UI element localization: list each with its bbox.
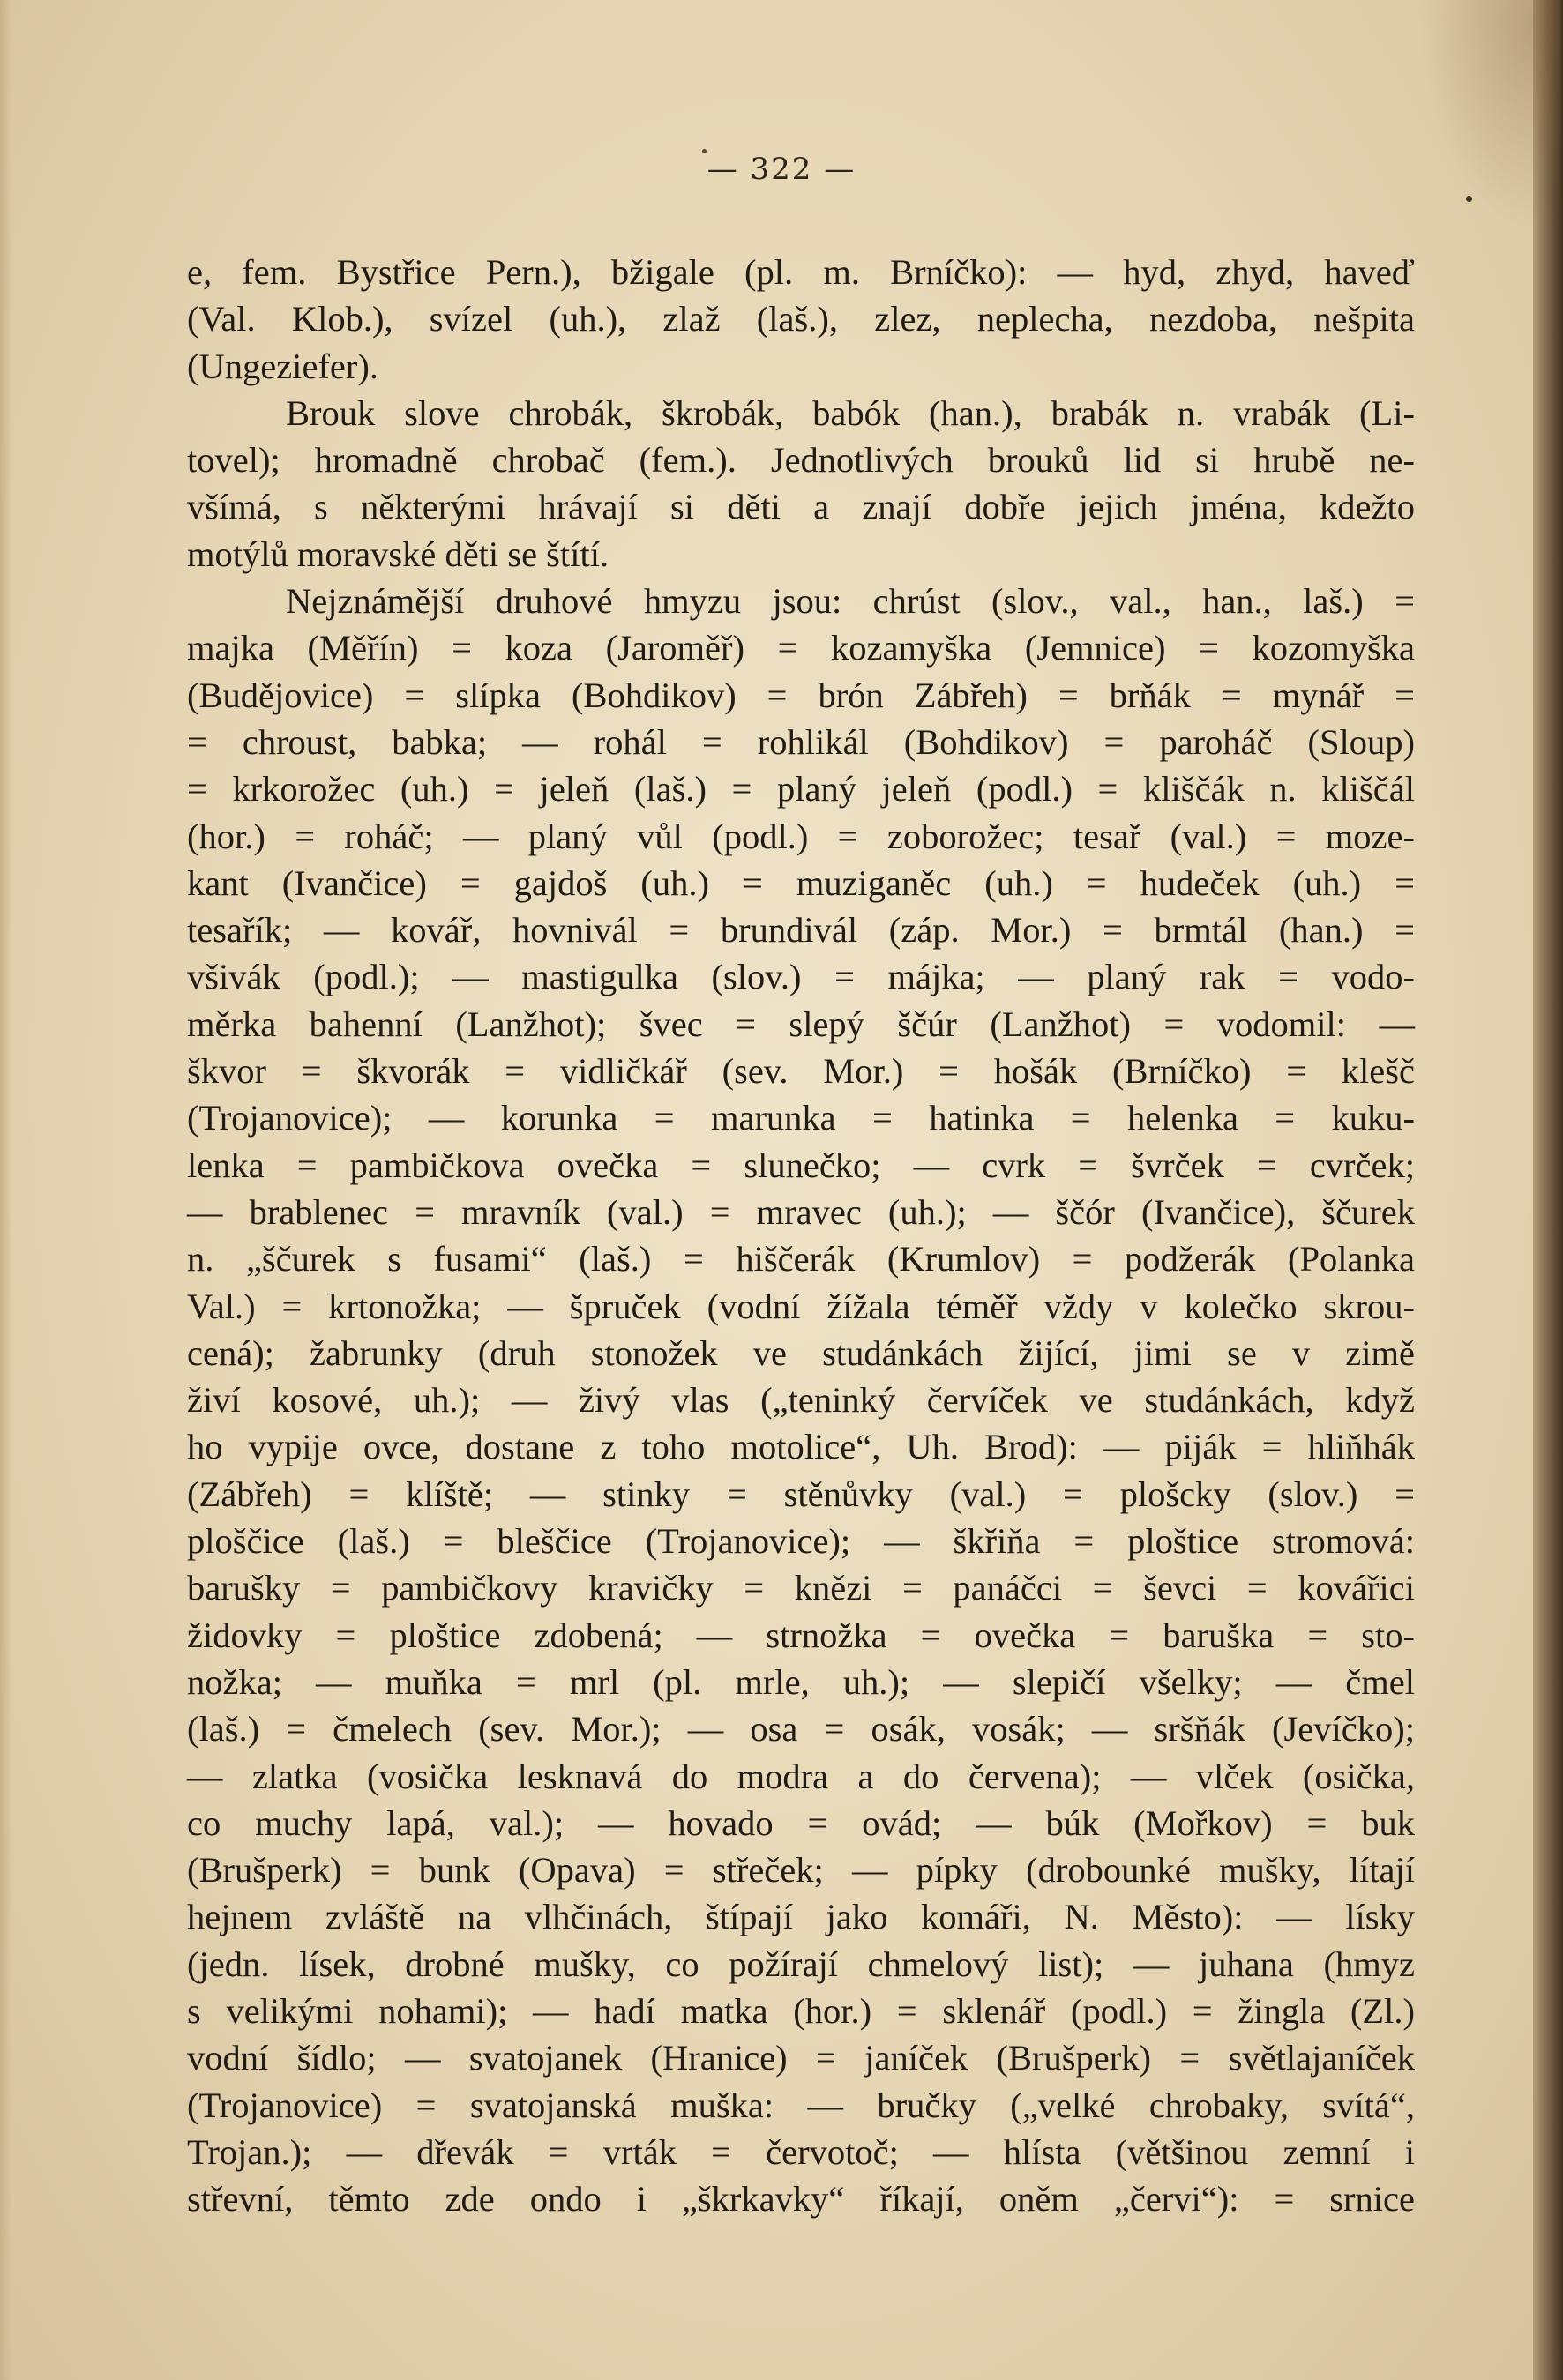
- book-spine-edge: [1533, 0, 1563, 2380]
- text-line: Nejznámější druhové hmyzu jsou: chrúst (slov., val., han., laš.) =: [286, 581, 1415, 622]
- paper-stain: [1420, 0, 1561, 229]
- text-line: (Brušperk) = bunk (Opava) = střeček; — pípky (drobounké mušky, lítají: [187, 1850, 1415, 1891]
- ink-speck: [1466, 196, 1472, 202]
- text-line: hejnem zvláště na vlhčinách, štípají jako komáři, N. Město): — lísky: [187, 1897, 1415, 1937]
- text-line: živí kosové, uh.); — živý vlas („teninký červíček ve studánkách, když: [187, 1380, 1415, 1421]
- text-line: barušky = pambičkovy kravičky = knězi = panáčci = ševci = kovářici: [187, 1568, 1415, 1608]
- text-line: (Zábřeh) = klíště; — stinky = stěnůvky (val.) = plošcky (slov.) =: [187, 1474, 1415, 1514]
- text-line: židovky = ploštice zdobená; — strnožka = ovečka = baruška = sto-: [187, 1615, 1415, 1655]
- text-line: (Ungeziefer).: [187, 346, 378, 386]
- text-line: škvor = škvorák = vidličkář (sev. Mor.) = hošák (Brníčko) = klešč: [187, 1051, 1415, 1092]
- text-line: vodní šídlo; — svatojanek (Hranice) = janíček (Brušperk) = světlajaníček: [187, 2038, 1415, 2078]
- text-line: (Trojanovice); — korunka = marunka = hatinka = helenka = kuku-: [187, 1098, 1415, 1138]
- text-line: všímá, s některými hrávají si děti a znají dobře jejich jména, kdežto: [187, 487, 1415, 527]
- text-line: = chroust, babka; — rohál = rohlikál (Bohdikov) = paroháč (Sloup): [187, 721, 1415, 762]
- text-line: motýlů moravské děti se štítí.: [187, 533, 609, 574]
- text-line: tovel); hromadně chrobač (fem.). Jednotlivých brouků lid si hrubě ne-: [187, 440, 1415, 481]
- body-text: [187, 249, 1415, 2222]
- text-line: všivák (podl.); — mastigulka (slov.) = májka; — planý rak = vodo-: [187, 957, 1415, 997]
- text-line: Brouk slove chrobák, škrobák, babók (han.), brabák n. vrabák (Li-: [286, 392, 1415, 433]
- text-line: nožka; — muňka = mrl (pl. mrle, uh.); — slepičí všelky; — čmel: [187, 1661, 1415, 1702]
- page-left-shadow: [0, 0, 12, 2380]
- text-line: tesařík; — kovář, hovnivál = brundivál (záp. Mor.) = brmtál (han.) =: [187, 910, 1415, 951]
- text-line: (Budějovice) = slípka (Bohdikov) = brón Zábřeh) = brňák = mynář =: [187, 675, 1415, 715]
- text-line: cená); žabrunky (druh stonožek ve studánkách žijící, jimi se v zimě: [187, 1332, 1415, 1373]
- page-number: — 322 —: [707, 152, 856, 187]
- text-line: co muchy lapá, val.); — hovado = ovád; — búk (Mořkov) = buk: [187, 1802, 1415, 1843]
- text-line: (Val. Klob.), svízel (uh.), zlaž (laš.), zlez, neplecha, nezdoba, nešpita: [187, 299, 1415, 339]
- text-line: = krkorožec (uh.) = jeleň (laš.) = planý jeleň (podl.) = kliščák n. kliščál: [187, 769, 1415, 809]
- text-line: (jedn. lísek, drobné mušky, co požírají chmelový list); — juhana (hmyz: [187, 1944, 1415, 1984]
- text-line: střevní, těmto zde ondo i „škrkavky“ říkají, oněm „červi“): = srnice: [187, 2179, 1415, 2220]
- text-line: kant (Ivančice) = gajdoš (uh.) = muziganěc (uh.) = hudeček (uh.) =: [187, 862, 1415, 903]
- text-line: Trojan.); — dřevák = vrták = červotoč; — hlísta (většinou zemní i: [187, 2131, 1415, 2172]
- text-line: Val.) = krtonožka; — špruček (vodní žížala téměř vždy v kolečko skrou-: [187, 1286, 1415, 1326]
- text-line: ploščice (laš.) = bleščice (Trojanovice); — škřiňa = ploštice stromová:: [187, 1521, 1415, 1562]
- text-line: — brablenec = mravník (val.) = mravec (uh.); — ščór (Ivančice), ščurek: [187, 1191, 1415, 1232]
- text-line: ho vypije ovce, dostane z toho motolice“, Uh. Brod): — piják = hliňhák: [187, 1427, 1415, 1467]
- text-line: e, fem. Bystřice Pern.), bžigale (pl. m. Brníčko): — hyd, zhyd, haveď: [187, 252, 1415, 292]
- text-line: (Trojanovice) = svatojanská muška: — bručky („velké chrobaky, svítá“,: [187, 2085, 1415, 2125]
- text-line: — zlatka (vosička lesknavá do modra a do červena); — vlček (osička,: [187, 1756, 1415, 1796]
- text-line: (laš.) = čmelech (sev. Mor.); — osa = osák, vosák; — sršňák (Jevíčko);: [187, 1709, 1415, 1750]
- text-line: (hor.) = roháč; — planý vůl (podl.) = zoborožec; tesař (val.) = moze-: [187, 816, 1415, 856]
- text-line: n. „ščurek s fusami“ (laš.) = hiščerák (Krumlov) = podžerák (Polanka: [187, 1239, 1415, 1280]
- text-line: lenka = pambičkova ovečka = slunečko; — cvrk = švrček = cvrček;: [187, 1145, 1415, 1185]
- text-line: majka (Měřín) = koza (Jaroměř) = kozamyška (Jemnice) = kozomyška: [187, 628, 1415, 668]
- text-line: s velikými nohami); — hadí matka (hor.) = sklenář (podl.) = žingla (Zl.): [187, 1990, 1415, 2031]
- text-line: měrka bahenní (Lanžhot); švec = slepý ščúr (Lanžhot) = vodomil: —: [187, 1003, 1415, 1044]
